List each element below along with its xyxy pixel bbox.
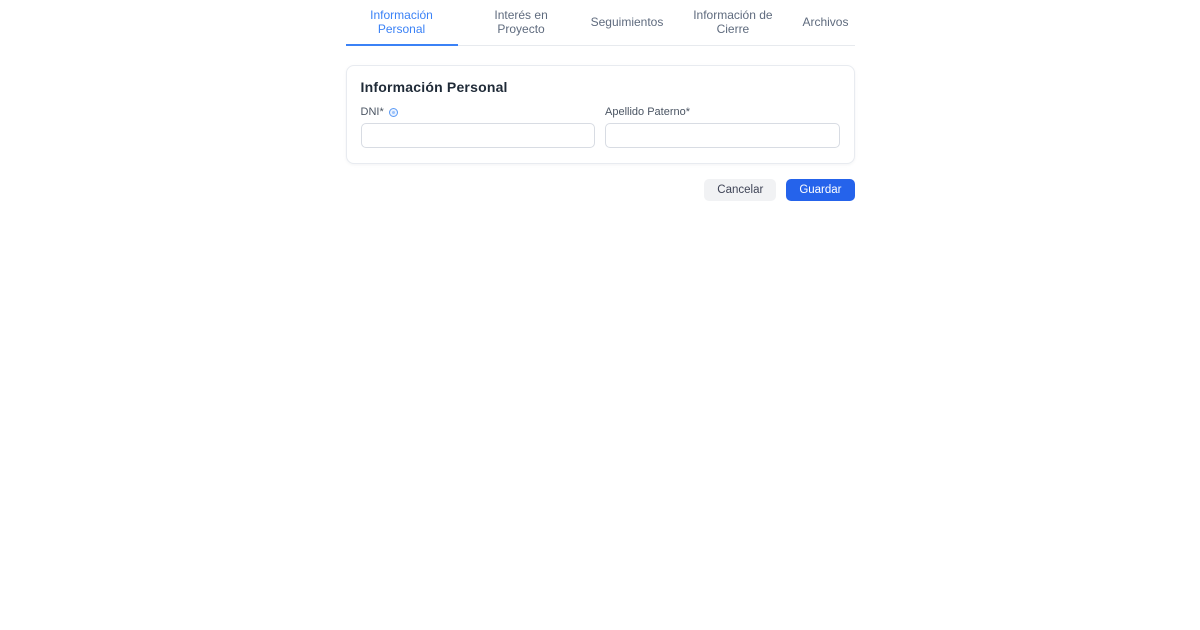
tab-label: Información Personal [370,8,433,36]
tab-seguimientos[interactable] [585,0,670,46]
personal-info-card [346,65,855,164]
dni-input[interactable] [361,123,596,148]
apellido-paterno-field-group [605,106,840,148]
main-content [346,0,855,201]
tab-informacion-personal[interactable] [346,0,458,46]
form-actions [346,179,855,201]
tab-label: Archivos [802,15,849,29]
cancel-button[interactable]: Cancelar [704,179,776,201]
apellido-paterno-input[interactable] [605,123,840,148]
apellido-paterno-label-row [605,106,840,118]
info-icon[interactable] [389,108,398,117]
tab-informacion-de-cierre[interactable] [677,0,789,46]
field-grid [361,106,840,148]
dni-label: DNI* [360,106,384,118]
tab-label: Interés en Proyecto [494,8,548,36]
tab-archivos[interactable] [796,0,854,46]
tab-interes-en-proyecto[interactable] [465,0,577,46]
section-title: Información Personal [360,79,508,95]
dni-field-group [361,106,596,148]
dni-label-row [361,106,596,118]
tab-label: Información de Cierre [693,8,773,36]
tab-label: Seguimientos [590,15,664,29]
apellido-paterno-label: Apellido Paterno* [605,106,691,118]
save-button[interactable]: Guardar [786,179,854,201]
tab-bar [346,0,855,46]
